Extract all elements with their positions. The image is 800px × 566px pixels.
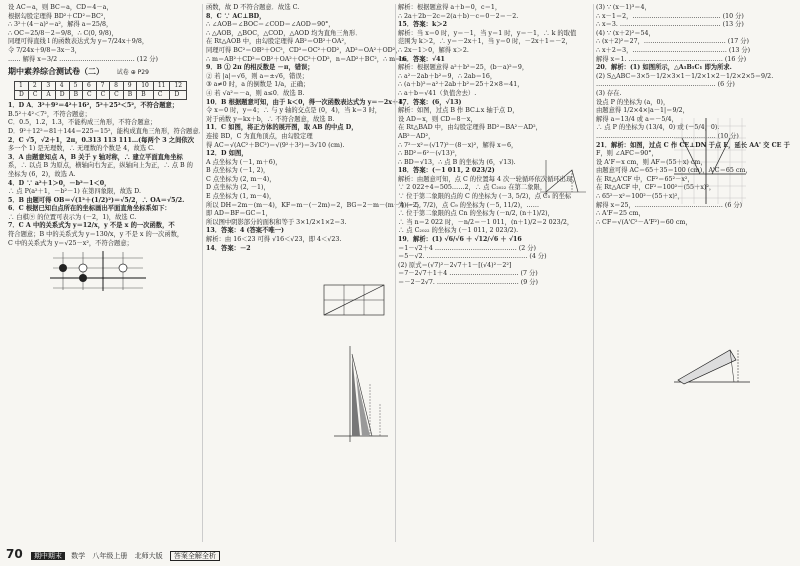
column-divider: [395, 4, 396, 542]
text-line: F，则 ∠AFC＝90°，: [596, 150, 658, 158]
text-line: E 点坐标为 (1, m－4)，: [206, 193, 276, 201]
text-line: ∴ (a＋b)²＝a²＋2ab＋b²＝25＋2×8＝41，: [398, 81, 524, 89]
text-line: 在 Rt△AOB 中，由勾股定理得 AB²＝OB²＋OA²，: [206, 38, 351, 46]
text-line: (2) S△ABC＝3×5－1/2×3×1－1/2×1×2－1/2×2×5＝9/2.: [596, 72, 774, 80]
text-line: ∵ 位于第二象限的点的 C 的坐标为 (－3, 5/2)，点 C₅ 的坐标: [398, 193, 572, 201]
text-line: 由题意可得 AC＝65＋35＝100 (cm)，A'C＝65 cm，: [596, 167, 752, 175]
text-line: 1．D A．3²＋9²＝4²＋16²，5²＋25²＜5²，不符合题意；: [8, 102, 179, 110]
text-line: 范围为 k＞2，∴ y＝－2x＋1，当 y＝0 时，－2x＋1＝－2，: [398, 38, 572, 46]
text-line: 解得 a＝13/4 或 a＝－5/4，: [596, 115, 678, 123]
grid-reflection-figure: [672, 116, 748, 206]
text-line: ………………………………………………… (6 分): [596, 81, 735, 89]
text-line: 18．答案：(－1 011, 2 023/2): [398, 167, 495, 175]
text-line: ∴ (x＋2)²＝27，………………………………… (17 分): [596, 38, 749, 46]
text-line: 连接 BD，C 为直角顶点，由勾股定理: [206, 132, 313, 140]
text-line: 6．C 根据已知白点所在的坐标画出平面直角坐标系如下：: [8, 205, 171, 213]
subject-label: 数学: [71, 552, 86, 560]
text-line: AB²－AD²，: [398, 132, 435, 140]
text-line: …… 解得 x＝3/2 ……………………………… (12 分): [8, 55, 158, 63]
text-line: D 点坐标为 (2, －1)，: [206, 184, 270, 192]
text-line: (3) ∵ (x－1)³＝4，: [596, 4, 651, 11]
text-line: ∴ a²－2ab＋b²＝9，∴ 2ab＝16，: [398, 72, 497, 80]
text-line: ………………………………………………… (10 分): [596, 132, 739, 140]
text-line: 解析：由题意可知，点 C 的位置每 4 次一轮循环依次循环出现，: [398, 175, 579, 183]
text-line: ∴ x＝3. ………………………………………… (13 分): [596, 21, 744, 29]
answer-label: 答案全解全析: [170, 551, 220, 561]
text-line: B 点坐标为 (－1, 2)，: [206, 167, 270, 175]
go-board-figure: [48, 250, 148, 292]
text-line: 10．B 根据题意可知，由于 k＜0，得一次函数表达式为 y＝－2x＋4，: [206, 98, 410, 106]
text-line: ＝5－√2. ………………………………………… (4 分): [398, 253, 547, 261]
text-line: ∴ BD＝√13，∴ 点 B 的坐标为 (6，√13).: [398, 158, 516, 166]
text-line: 设 AD＝x，则 CD＝8－x，: [398, 115, 477, 123]
text-line: ∴ A'F＝25 cm，: [596, 210, 645, 218]
grade-label: 八年级上册: [92, 552, 128, 560]
text-line: 7．C A 中的关系式为 y＝12/x，y 不是 x 的一次函数，不: [8, 222, 175, 230]
text-line: 即 AD＝BF＝GC＝1，: [206, 210, 272, 218]
text-line: (3) 存在.: [596, 89, 622, 97]
text-line: ④ 若 √a²＝－a，则 a≤0．故选 B.: [206, 89, 305, 97]
text-line: 对于函数 y＝kx＋b，∴ 不符合题意，故选 B.: [206, 115, 335, 123]
text-line: 解得 x＝25，…………………………………… (6 分): [596, 201, 743, 209]
column-3-text: [398, 4, 590, 288]
text-line: 令 7/24x＋9/8＝3x－3，: [8, 46, 81, 54]
text-line: 19．解析：(1) √6/√6 ＋ √12/√6 ＋ √16: [398, 236, 522, 244]
text-line: 5．B 由题可得 OB＝√(1²＋(1/2)²)＝√5/2，∴ OA＝√5/2.: [8, 196, 185, 204]
triangle-coordinate-figure: [538, 158, 588, 198]
text-line: 8．C ∵ AC⊥BD，: [206, 12, 266, 20]
text-line: 坐标为 (6，2)，故选 A.: [8, 170, 76, 178]
brand-badge: 期中期末: [31, 552, 65, 560]
column-1-bottom-text: [8, 102, 205, 248]
text-line: 解析：根据题意得 a²＋b²＝25，(b－a)²＝9，: [398, 64, 529, 72]
text-line: 所以图中阴影部分的面积和等于 3×1/2×1×2＝3.: [206, 218, 347, 226]
text-line: 符合题意；B 中的关系式为 y＝130/x，y 不是 x 的一次函数，: [8, 231, 184, 239]
text-line: ＝7－2√7＋1＋4 …………………………… (7 分): [398, 270, 538, 278]
column-4: [596, 4, 794, 542]
text-line: 11．C 如图，将正方体的展开图，取 AB 的中点 D，: [206, 124, 358, 132]
page-number: 70: [6, 547, 23, 561]
text-line: 函数，故 D 不符合题意．故选 C.: [206, 4, 300, 11]
section-heading: [8, 66, 198, 79]
text-line: (4) ∵ (x＋2)²＝54，: [596, 29, 655, 37]
text-line: ∴ 白棋⑨ 的位置可表示为 (－2，1)，故选 C.: [8, 213, 137, 221]
text-line: 设 A'F＝x cm，则 AF＝(55＋x) cm，: [596, 158, 707, 166]
text-line: ∴ 位于第二象限的点 Cn 的坐标为 (－n/2, (n＋1)/2)，: [398, 210, 554, 218]
cube-net-figure: [322, 283, 392, 319]
text-line: 3．A 由题意知点 A，B 关于 y 轴对称，∴ 建立平面直角坐标: [8, 153, 183, 161]
shaded-region-figure: [330, 344, 390, 444]
text-line: (2) 原式＝(√7)²－2√7＋1－[(√4)²－2²]: [398, 261, 512, 269]
text-line: A 点坐标为 (－1, m＋6)，: [206, 158, 282, 166]
text-line: B.5²＋4²＜7²，不符合题意；: [8, 110, 91, 118]
text-line: ∴ ∠AOB＝∠BOC＝∠COD＝∠AOD＝90°，: [206, 21, 335, 29]
text-line: 解析：由 16＜23 可得 √16＜√23，即 4＜√23.: [206, 236, 342, 244]
text-line: 在 Rt△BAD 中，由勾股定理得 BD²＝BA²－AD²，: [398, 124, 542, 132]
text-line: 令 x＝0 时，y＝4；∴ 与 y 轴的交点是 (0，4)，当 k＝3 时，: [206, 107, 382, 115]
text-line: ∴ 3²＋(4－a)²＝a²，解得 a＝25/8，: [8, 21, 113, 29]
text-line: 在 Rt△A'CF 中，CF²＝65²－x²，: [596, 175, 694, 183]
text-line: 系，∴ 以点 B 为原点，横轴向右为正，纵轴向上为正，∴ 点 B 的: [8, 162, 193, 170]
text-line: ∴ x－1＝2，…………………………………… (10 分): [596, 12, 744, 20]
text-line: D．9²＋12²＝81＋144＝225＝15²，能构成直角三角形，符合题意．: [8, 127, 205, 135]
text-line: ∴ △AOB，△BOC，△COD，△AOD 均为直角三角形．: [206, 29, 362, 37]
text-line: ∴ 点 C₂₀₂₂ 的坐标为 (－1 011, 2 023/2).: [398, 227, 519, 235]
text-line: 12．D 如图，: [206, 150, 248, 158]
text-line: ∴ a＋b＝√41（负值舍去）.: [398, 89, 477, 97]
text-line: 9．B ① 2π 的相反数是 －π，错误；: [206, 64, 314, 72]
text-line: 同理可得直线 l 的函数表达式为 y＝7/24x＋9/8，: [8, 38, 149, 46]
text-line: 解得 x＝1. ……………………………………… (16 分): [596, 55, 747, 63]
score-table: 1 2 3 4 5 6 7 8 9 10 11 12 D C A D B C C C B B C D: [14, 81, 187, 100]
text-line: ∵ 2 022÷4＝505……2，∴ 点 C₂₀₂₂ 在第二象限，: [398, 184, 547, 192]
text-line: 14．答案：－2: [206, 244, 251, 252]
text-line: 得 AC＝√(AC²＋BC²)＝√(9²＋3²)＝3√10 (cm).: [206, 141, 345, 149]
text-line: ∴ 当 n＝2 022 时，－n/2＝－1 011，(n＋1)/2＝2 023/2，: [398, 218, 574, 226]
text-line: 解析：根据题意得 a＋b＝0，c＝1，: [398, 4, 502, 11]
text-line: ∴ 点 P(a²＋1，－b²－1) 在第四象限，故选 D.: [8, 188, 141, 196]
text-line: 17．答案：(6，√13): [398, 98, 462, 106]
text-line: 多一个 1) 是无理数，∴ 无理数的个数是 4，故选 C.: [8, 145, 155, 153]
section-ref: 试卷 ⊕ P29: [116, 69, 149, 77]
text-line: 所以 DH＝2m－(m－4)，KF＝m－(－2m)＝2，BG＝2－m－(m－4)＝2，: [206, 201, 424, 209]
column-1: [8, 4, 205, 542]
text-line: ∴ 65²－x²＝100²－(55＋x)²，: [596, 193, 684, 201]
text-line: C．0.5，1.2，1.3，不能构成三角形，不符合题意；: [8, 119, 157, 127]
text-line: ∴ BD²＝6²－(√13)²，: [398, 150, 462, 158]
page-footer: [6, 547, 306, 561]
text-line: 为 (－5, 7/2)，点 C₉ 的坐标为 (－5, 11/2)，……: [398, 201, 540, 209]
text-line: 解析：如图，过点 B 作 BC⊥x 轴于点 D，: [398, 107, 519, 115]
text-line: 解析：当 x＝0 时，y＝－1，当 y＝1 时，y＝－1，∴ k 的取值: [398, 29, 577, 37]
text-line: 设点 P 的坐标为 (a，0)，: [596, 98, 670, 106]
text-line: ② 若 |a|＝√6，则 a＝±√6，错误；: [206, 72, 309, 80]
text-line: 在 Rt△ACF 中，CF²＝100²－(55＋x)²，: [596, 184, 716, 192]
text-line: 由题意得 1/2×4×|a－1|＝9/2，: [596, 107, 689, 115]
text-line: ∴ 2x－1＞0，解得 x＞2.: [398, 46, 469, 54]
text-line: 同理可得 BC²＝OB²＋OC²，CD²＝OC²＋OD²，AD²＝OA²＋OD²，: [206, 46, 402, 54]
text-line: 根据勾股定理得 BD²＋CD²＝BC²，: [8, 12, 110, 20]
column-divider: [202, 4, 203, 542]
slope-diagram-figure: [672, 336, 752, 388]
text-line: 16．答案：√41: [398, 55, 445, 63]
text-line: 13．答案：4 (答案不唯一): [206, 227, 284, 235]
edition-label: 北师大版: [134, 552, 163, 560]
text-line: 2．C √5，√2＋1，2π，0.313 113 111…(每两个 3 之间依次: [8, 136, 194, 144]
text-line: ∴ CF＝√(A'C²－A'F²)＝60 cm，: [596, 218, 692, 226]
text-line: ＝1－√2＋4 ………………………………… (2 分): [398, 244, 537, 252]
text-line: 设 AC＝a，则 BC＝a，CD＝4－a，: [8, 4, 113, 11]
text-line: 21．解析：如图，过点 C 作 CE⊥DN 于点 E，延长 AA' 交 CE 于: [596, 141, 790, 149]
text-line: C 点坐标为 (2, m－4)，: [206, 175, 276, 183]
text-line: ∴ 7²－x²＝(√17)²－(8－x)²，解得 x＝6，: [398, 141, 518, 149]
text-line: 15．答案：k＞2: [398, 21, 447, 29]
column-divider: [593, 4, 594, 542]
text-line: ∴ 点 P 的坐标为 (13/4，0) 或 (－5/4，0).: [596, 124, 720, 132]
column-1-top-text: [8, 4, 198, 64]
section-title: 期中素养综合测试卷（二）: [8, 67, 104, 77]
column-3: [398, 4, 590, 542]
text-line: ∴ x＋2＝3，……………………………………… (13 分): [596, 46, 751, 54]
text-line: ∴ 2a＋2b－2c＝2(a＋b)－c＝0－2＝－2.: [398, 12, 519, 20]
text-line: ＝－2－2√7. ………………………………… (9 分): [398, 279, 539, 286]
text-line: ∴ m＝AB²＋CD²＝OB²＋OA²＋OC²＋OD²，n＝AD²＋BC²，∴ m＝n．: [206, 55, 412, 63]
text-line: ∴ OC＝25/8－2＝9/8，∴ C(0, 9/8)，: [8, 29, 118, 37]
text-line: 4．D ∵ a²＋1＞0，－b²－1＜0，: [8, 179, 111, 187]
text-line: C 中的关系式为 y＝√25－x²，不符合题意；: [8, 239, 133, 247]
text-line: ③ a≠0 时，a 的倒数是 1/a，正确；: [206, 81, 310, 89]
text-line: 20．解析：(1) 如图所示，△A₁B₁C₁ 即为所求.: [596, 64, 732, 72]
